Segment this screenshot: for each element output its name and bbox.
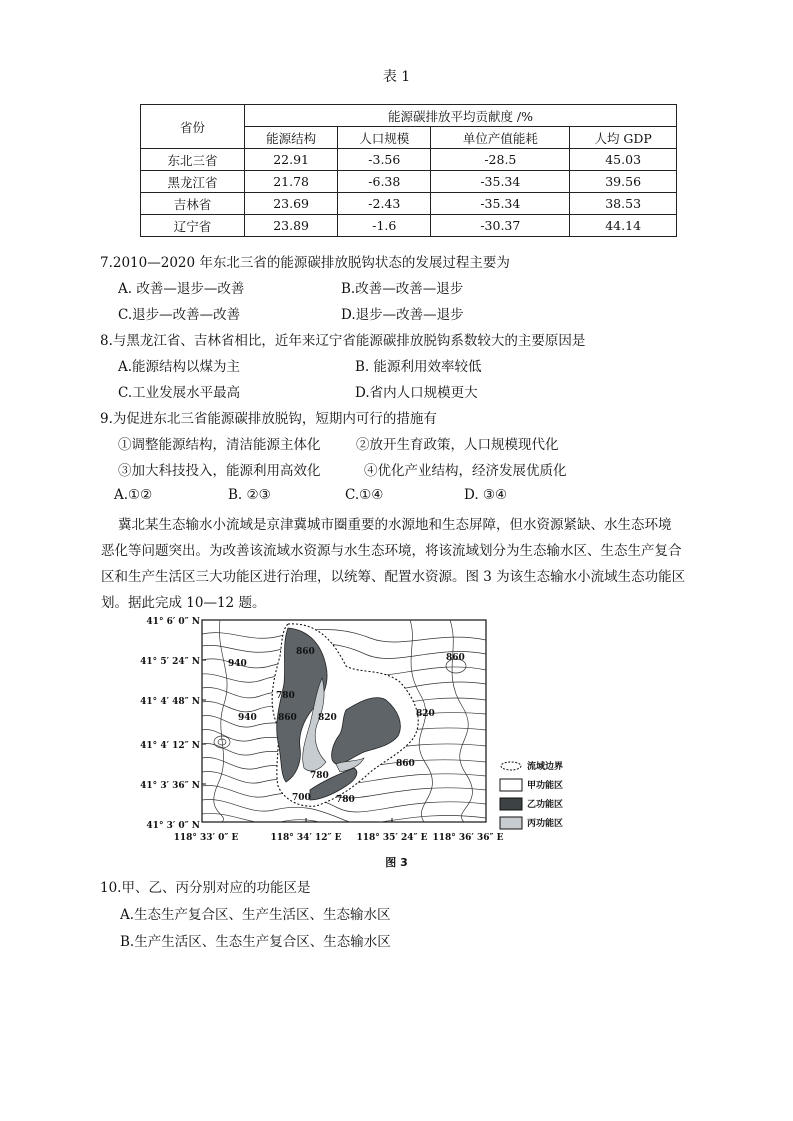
column-header: 人均 GDP xyxy=(570,127,677,149)
value-cell: -3.56 xyxy=(338,149,431,171)
lat-label: 41° 3′ 36″ N xyxy=(140,781,200,791)
header-group: 能源碳排放平均贡献度 /% xyxy=(245,105,677,127)
q9-option-a[interactable]: A.①② xyxy=(114,487,153,503)
q9-option-c[interactable]: C.①④ xyxy=(345,487,384,503)
table-header-row xyxy=(141,105,677,127)
lon-label: 118° 36′ 36″ E xyxy=(432,833,504,843)
question-8-stem: 8.与黑龙江省、吉林省相比，近年来辽宁省能源碳排放脱钩系数较大的主要原因是 xyxy=(100,333,586,349)
table-row xyxy=(141,171,677,193)
legend-bing-swatch xyxy=(500,817,522,829)
contour-label: 940 xyxy=(228,659,247,669)
contour-label: 700 xyxy=(292,793,311,803)
value-cell: -2.43 xyxy=(338,193,431,215)
q9-statement-3: ③加大科技投入，能源利用高效化 xyxy=(118,463,321,479)
contour-label: 940 xyxy=(238,713,257,723)
column-header: 能源结构 xyxy=(245,127,338,149)
watershed-map-svg xyxy=(140,614,590,854)
table-caption: 表 1 xyxy=(382,69,411,85)
passage-line-3: 区和生产生活区三大功能区进行治理，以统筹、配置水资源。图 3 为该生态输水小流域生态功能区 xyxy=(101,569,686,585)
legend-label: 甲功能区 xyxy=(527,781,564,791)
lat-label: 41° 5′ 24″ N xyxy=(140,657,200,667)
contour-label: 860 xyxy=(278,713,297,723)
watershed-map xyxy=(140,614,590,854)
legend-label: 丙功能区 xyxy=(527,819,564,829)
value-cell: -30.37 xyxy=(431,215,570,237)
value-cell: 45.03 xyxy=(570,149,677,171)
contour-label: 860 xyxy=(296,647,315,657)
map-legend xyxy=(500,760,563,829)
value-cell: 23.89 xyxy=(245,215,338,237)
lat-label: 41° 3′ 0″ N xyxy=(146,821,200,831)
contour-label: 860 xyxy=(446,653,465,663)
q7-option-d[interactable]: D.退步—改善—退步 xyxy=(341,307,464,323)
q9-statement-1: ①调整能源结构，清洁能源主体化 xyxy=(118,437,321,453)
lat-label: 41° 4′ 48″ N xyxy=(140,697,200,707)
lat-label: 41° 6′ 0″ N xyxy=(146,617,200,627)
carbon-contribution-table xyxy=(140,104,677,237)
lon-label: 118° 35′ 24″ E xyxy=(356,833,428,843)
q10-option-a[interactable]: A.生态生产复合区、生产生活区、生态输水区 xyxy=(120,907,391,923)
value-cell: -28.5 xyxy=(431,149,570,171)
q8-option-a[interactable]: A.能源结构以煤为主 xyxy=(118,359,241,375)
longitude-labels xyxy=(174,833,504,843)
lon-label: 118° 33′ 0″ E xyxy=(173,833,239,843)
q8-option-c[interactable]: C.工业发展水平最高 xyxy=(118,385,241,401)
question-9-stem: 9.为促进东北三省能源碳排放脱钩，短期内可行的措施有 xyxy=(100,411,437,427)
value-cell: -1.6 xyxy=(338,215,431,237)
value-cell: 21.78 xyxy=(245,171,338,193)
value-cell: 44.14 xyxy=(570,215,677,237)
question-7-stem: 7.2010—2020 年东北三省的能源碳排放脱钩状态的发展过程主要为 xyxy=(100,255,510,271)
table-row xyxy=(141,149,677,171)
province-cell: 吉林省 xyxy=(141,193,245,215)
value-cell: 22.91 xyxy=(245,149,338,171)
value-cell: 23.69 xyxy=(245,193,338,215)
value-cell: -35.34 xyxy=(431,171,570,193)
legend-label: 流域边界 xyxy=(527,762,564,772)
q7-option-b[interactable]: B.改善—改善—退步 xyxy=(341,281,464,297)
header-province: 省份 xyxy=(141,105,245,149)
legend-label: 乙功能区 xyxy=(527,800,564,810)
contour-label: 780 xyxy=(310,771,329,781)
q10-option-b[interactable]: B.生产生活区、生态生产复合区、生态输水区 xyxy=(120,934,391,950)
value-cell: 38.53 xyxy=(570,193,677,215)
passage-line-1: 冀北某生态输水小流域是京津冀城市圈重要的水源地和生态屏障，但水资源紧缺、水生态环境 xyxy=(118,517,672,533)
contour-label: 820 xyxy=(318,713,337,723)
contour-label: 820 xyxy=(416,709,435,719)
q9-option-d[interactable]: D. ③④ xyxy=(464,487,508,503)
legend-boundary-swatch xyxy=(501,762,521,770)
contour-label: 860 xyxy=(396,759,415,769)
q7-option-c[interactable]: C.退步—改善—改善 xyxy=(118,307,241,323)
table-row xyxy=(141,215,677,237)
table-row xyxy=(141,193,677,215)
question-10-stem: 10.甲、乙、丙分别对应的功能区是 xyxy=(100,880,311,896)
passage-line-4: 划。据此完成 10—12 题。 xyxy=(101,595,266,611)
contour-label: 780 xyxy=(276,691,295,701)
lon-label: 118° 34′ 12″ E xyxy=(270,833,342,843)
column-header: 人口规模 xyxy=(338,127,431,149)
province-cell: 辽宁省 xyxy=(141,215,245,237)
q7-option-a[interactable]: A. 改善—退步—改善 xyxy=(118,281,245,297)
value-cell: -6.38 xyxy=(338,171,431,193)
legend-yi-swatch xyxy=(500,798,522,810)
latitude-labels xyxy=(140,617,200,831)
value-cell: 39.56 xyxy=(570,171,677,193)
q9-option-b[interactable]: B. ②③ xyxy=(228,487,271,503)
lat-label: 41° 4′ 12″ N xyxy=(140,741,200,751)
province-cell: 东北三省 xyxy=(141,149,245,171)
contour-label: 780 xyxy=(336,795,355,805)
value-cell: -35.34 xyxy=(431,193,570,215)
q9-statement-4: ④优化产业结构，经济发展优质化 xyxy=(364,463,567,479)
province-cell: 黑龙江省 xyxy=(141,171,245,193)
q8-option-b[interactable]: B. 能源利用效率较低 xyxy=(355,359,482,375)
q9-statement-2: ②放开生育政策，人口规模现代化 xyxy=(356,437,559,453)
figure-caption: 图 3 xyxy=(385,856,408,869)
passage-line-2: 恶化等问题突出。为改善该流域水资源与水生态环境，将该流域划分为生态输水区、生态生产复合 xyxy=(101,543,682,559)
column-header: 单位产值能耗 xyxy=(431,127,570,149)
q8-option-d[interactable]: D.省内人口规模更大 xyxy=(355,385,478,401)
legend-jia-swatch xyxy=(500,779,522,791)
